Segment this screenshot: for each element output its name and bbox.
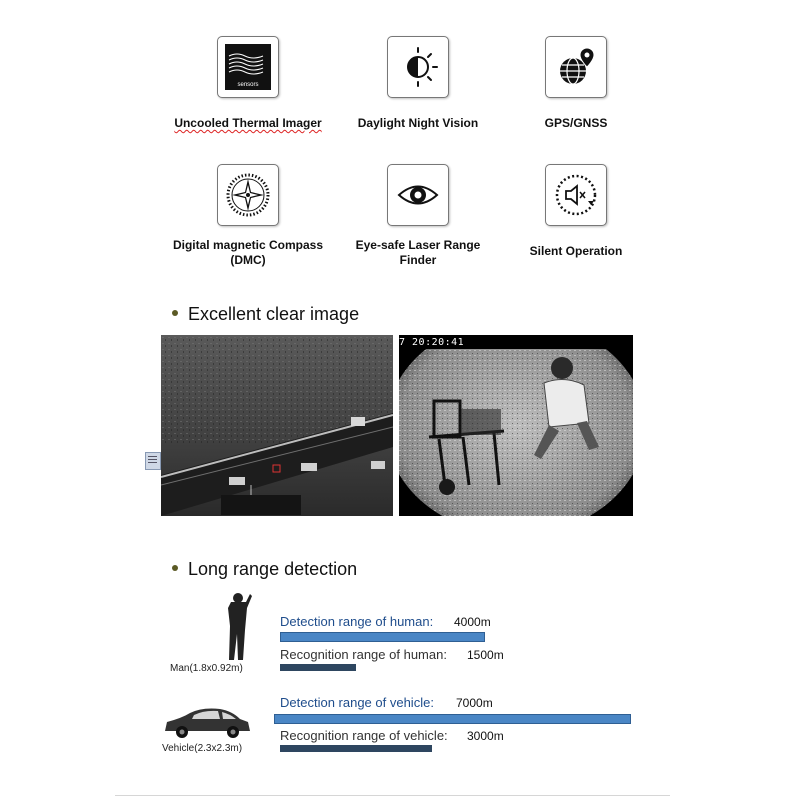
feature-label: GPS/GNSS — [544, 116, 608, 130]
feature-label: Eye-safe Laser Range Finder — [355, 238, 481, 267]
night-vision-image — [399, 335, 633, 516]
feature-silent-operation — [476, 164, 676, 259]
footer-divider — [115, 795, 670, 796]
document-small-icon — [145, 452, 161, 470]
range-value: 1500m — [467, 648, 504, 662]
range-value: 4000m — [454, 615, 491, 629]
section-title-long-range: Long range detection — [172, 559, 357, 580]
thermal-road-image — [161, 335, 393, 516]
range-label: Recognition range of vehicle: — [280, 728, 448, 743]
sensor-icon-text: sensors — [237, 82, 259, 88]
car-silhouette-icon — [162, 705, 252, 741]
eye-icon — [387, 164, 449, 226]
section-title-clear-image: Excellent clear image — [172, 304, 359, 325]
range-label: Recognition range of human: — [280, 647, 447, 662]
man-caption: Man(1.8x0.92m) — [170, 663, 243, 674]
feature-label: Digital magnetic Compass (DMC) — [172, 238, 324, 267]
range-value: 7000m — [456, 696, 493, 710]
bullet-icon — [172, 310, 178, 316]
gps-globe-icon — [545, 36, 607, 98]
compass-icon — [217, 164, 279, 226]
range-bar — [280, 745, 432, 752]
range-label: Detection range of human: — [280, 614, 434, 629]
bullet-icon — [172, 565, 178, 571]
feature-gps — [476, 36, 676, 131]
range-bar — [280, 632, 485, 642]
thermal-sensor-icon — [217, 36, 279, 98]
night-timestamp: 7 20:20:41 — [399, 337, 465, 348]
range-bar — [280, 664, 356, 671]
range-value: 3000m — [467, 729, 504, 743]
vehicle-caption: Vehicle(2.3x2.3m) — [162, 743, 243, 754]
silent-speaker-icon — [545, 164, 607, 226]
range-label: Detection range of vehicle: — [280, 695, 434, 710]
feature-label: Silent Operation — [529, 244, 623, 258]
range-bar — [274, 714, 631, 724]
human-silhouette-icon — [216, 590, 256, 662]
feature-label: Daylight Night Vision — [357, 116, 479, 130]
feature-label: Uncooled Thermal Imager — [174, 116, 322, 130]
day-night-icon — [387, 36, 449, 98]
